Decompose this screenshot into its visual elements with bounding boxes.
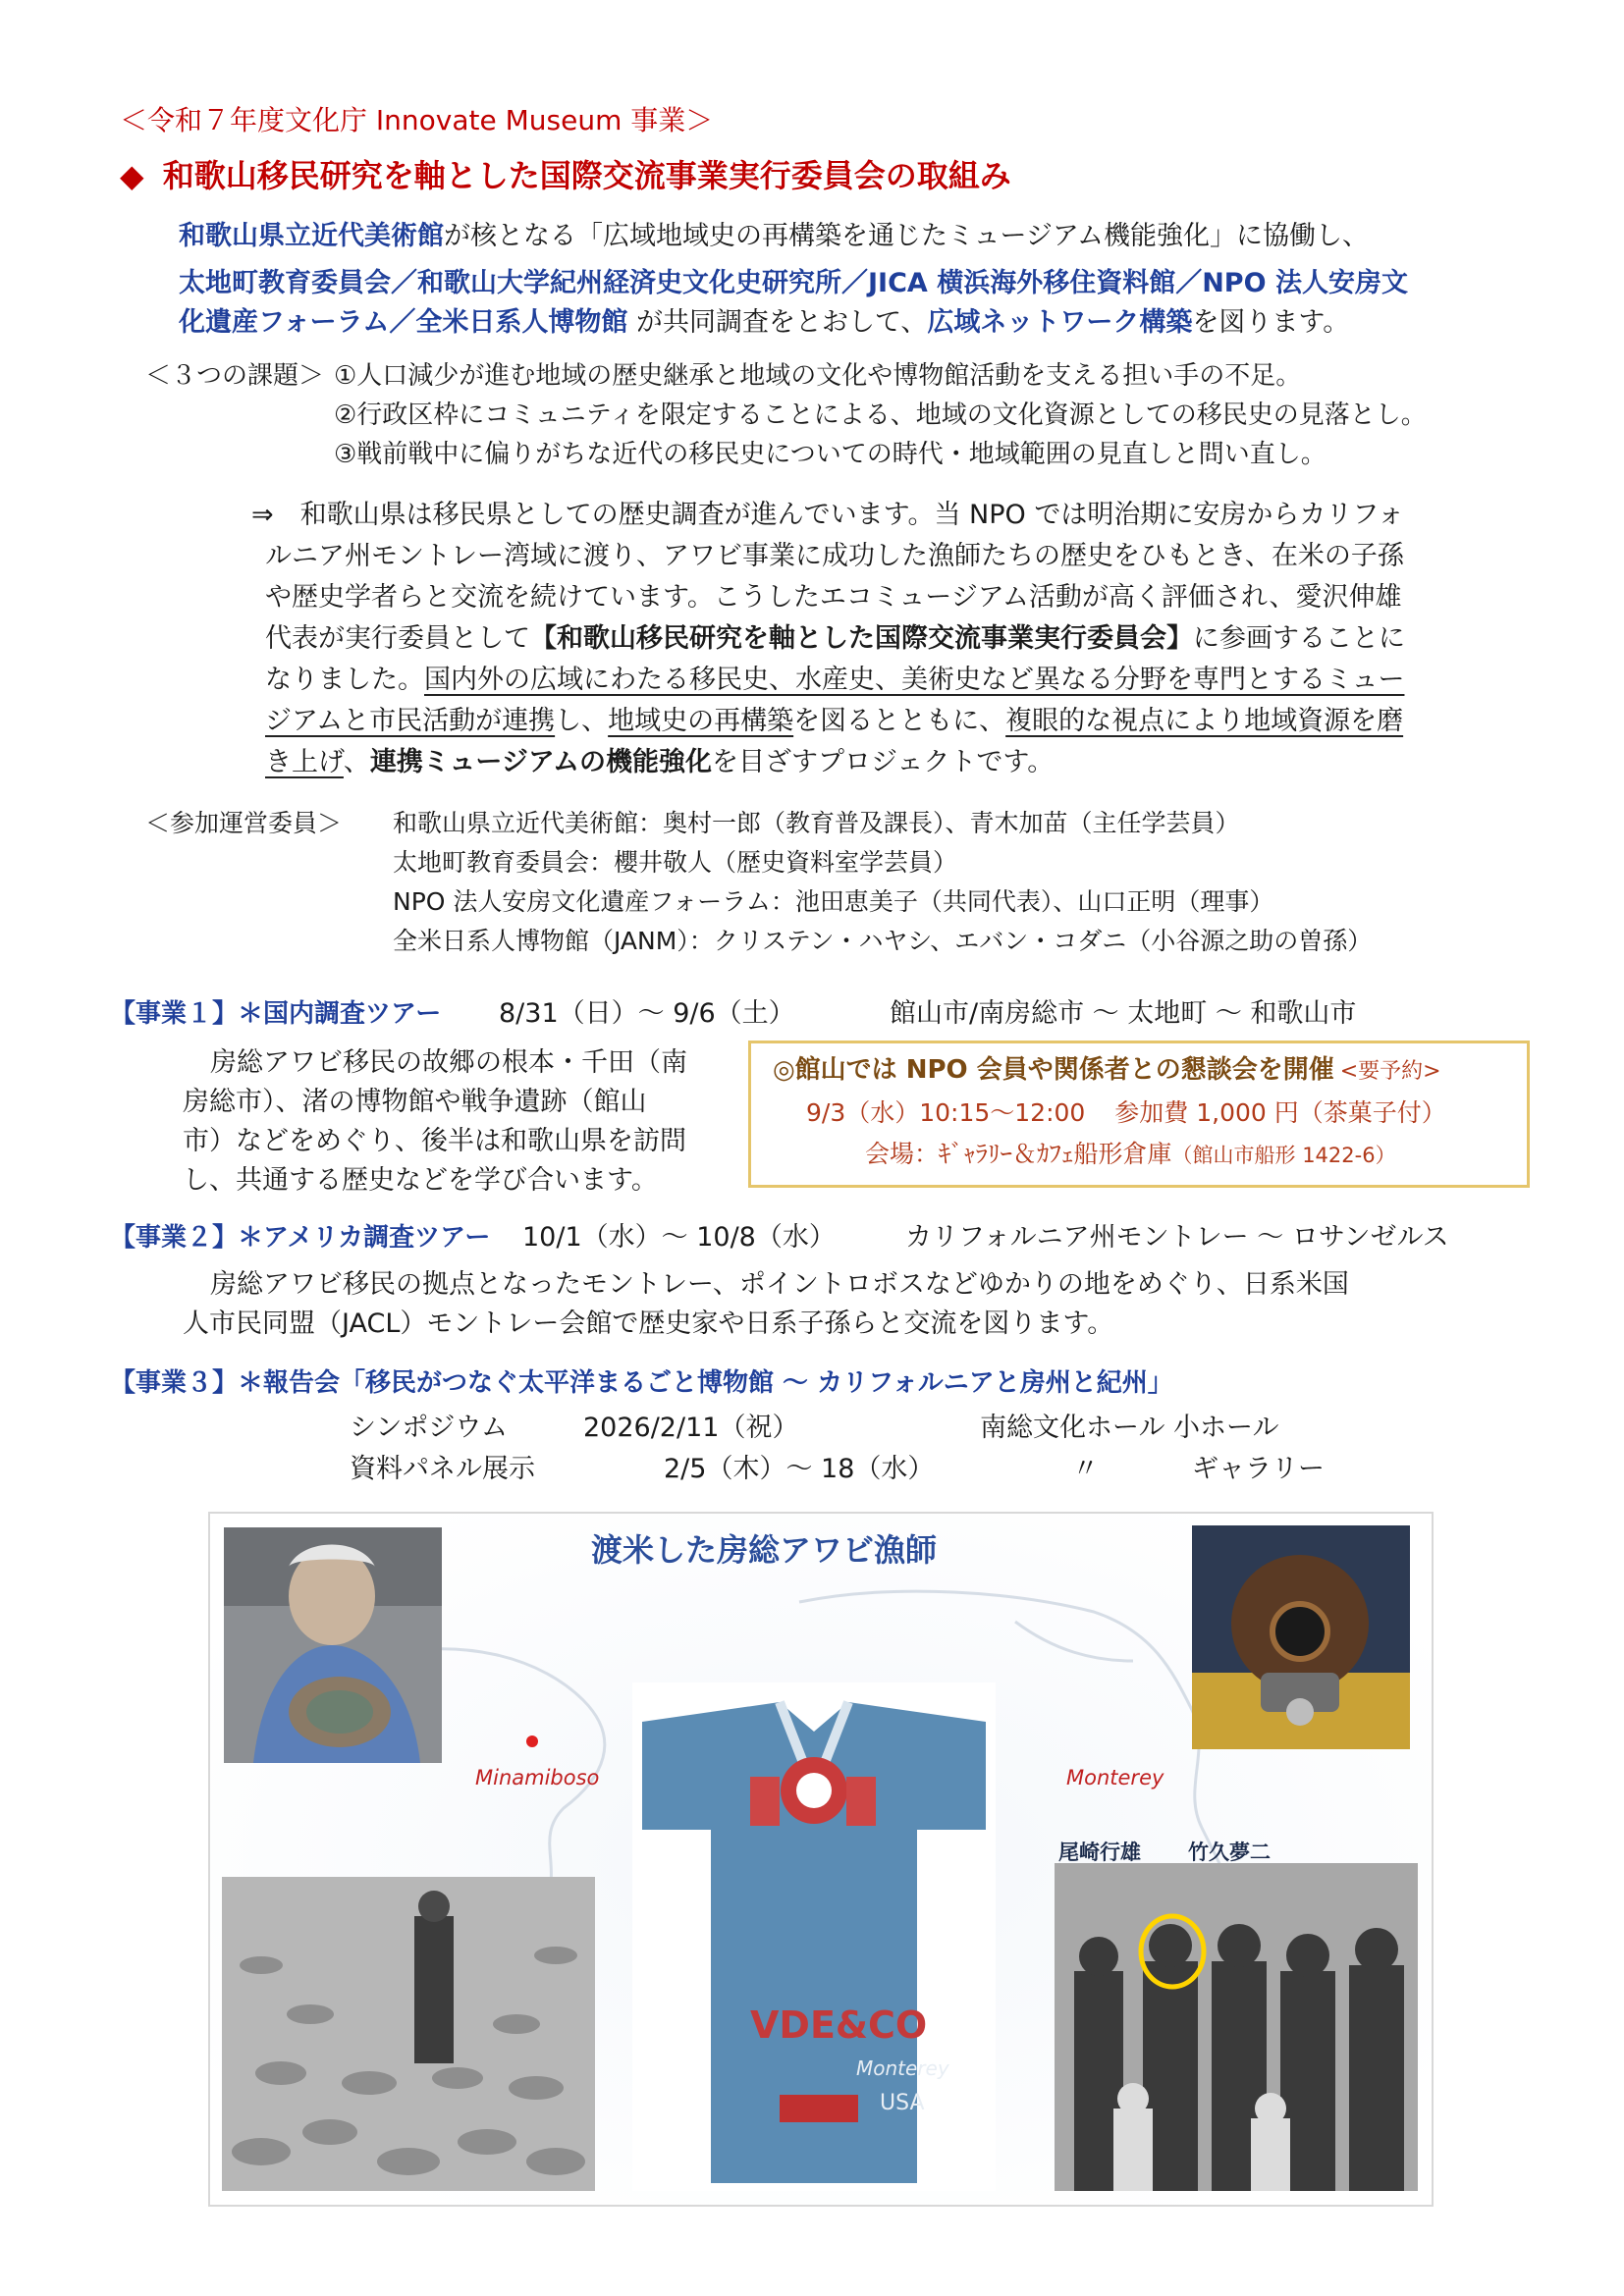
meeting-title-row (773, 1051, 1441, 1091)
body-line-7 (265, 744, 1054, 781)
project1-desc-2: 房総市）、渚の博物館や戦争遺跡（館山 (183, 1087, 647, 1117)
kimono-text-2: Monterey (856, 2056, 949, 2080)
kimono-text-3: USA (880, 2091, 925, 2115)
issue-2: ②行政区枠にコミュニティを限定することによる、地域の文化資源としての移民史の見落とし。 (334, 400, 1427, 430)
kimono-text: VDE&CO (750, 2003, 928, 2047)
issues-label: ＜３つの課題＞ (145, 361, 325, 391)
photo-abalone-shells (222, 1877, 595, 2191)
body-line-6 (265, 703, 1403, 740)
project2-route: カリフォルニア州モントレー ～ ロサンゼルス (905, 1222, 1449, 1253)
project3-tag: 【事業３】＊報告会「移民がつなぐ太平洋まるごと博物館 ～ カリフォルニアと房州と紀州」 (110, 1368, 1173, 1398)
project1-tag: 【事業１】＊国内調査ツアー (110, 999, 442, 1029)
meeting-venue: 会場：ｷﾞｬﾗﾘｰ＆ｶﾌｪ船形倉庫 (865, 1140, 1172, 1168)
body-text: 、 (343, 747, 370, 777)
committee-name: 【和歌山移民研究を軸とした国際交流事業実行委員会】 (530, 623, 1193, 654)
body-underlined: 国内外の広域にわたる移民史、水産史、美術史など異なる分野を専門とするミュー (424, 665, 1405, 695)
body-line-1: ⇒ 和歌山県は移民県としての歴史調査が進んでいます。当 NPO では明治期に安房からカリフォ (251, 500, 1405, 530)
members-label: ＜参加運営委員＞ (145, 809, 343, 837)
member-row-1: 和歌山県立近代美術館：奥村一郎（教育普及課長）、青木加苗（主任学芸員） (393, 809, 1240, 837)
body-bold: 連携ミュージアムの機能強化 (369, 747, 712, 777)
body-line-3: や歴史学者らと交流を続けています。こうしたエコミュージアム活動が高く評価され、愛沢伸雄 (265, 582, 1402, 613)
body-text: 代表が実行委員として (265, 623, 530, 654)
member-row-4: 全米日系人博物館（JANM）：クリステン・ハヤシ、エバン・コダニ（小谷源之助の曽孫） (393, 927, 1373, 955)
intro-network: 広域ネットワーク構築 (927, 307, 1193, 338)
minamiboso-marker (526, 1735, 538, 1747)
project1-route: 館山市/南房総市 ～ 太地町 ～ 和歌山市 (890, 998, 1357, 1029)
body-text: を目ざすプロジェクトです。 (711, 747, 1055, 777)
body-text: を図るとともに、 (793, 706, 1006, 736)
member-row-3: NPO 法人安房文化遺産フォーラム：池田恵美子（共同代表）、山口正明（理事） (393, 887, 1274, 916)
project1-desc-4: し、共通する歴史などを学び合います。 (183, 1165, 658, 1196)
project2-desc-1: 房総アワビ移民の拠点となったモントレー、ポイントロボスなどゆかりの地をめぐり、日系米国 (210, 1269, 1349, 1300)
intro-line-1 (179, 218, 1369, 255)
project2-dates: 10/1（水）～ 10/8（水） (522, 1222, 836, 1253)
symposium-name: シンポジウム (350, 1413, 509, 1443)
diamond-icon: ◆ (120, 157, 144, 194)
photo-kimono (632, 1682, 996, 2191)
intro-rest: が核となる「広域地域史の再構築を通じたミュージアム機能強化」に協働し、 (444, 221, 1370, 251)
body-line-5 (265, 662, 1404, 699)
issue-1: ①人口減少が進む地域の歴史継承と地域の文化や博物館活動を支える担い手の不足。 (334, 361, 1302, 391)
intro-end: を図ります。 (1192, 307, 1350, 338)
photo-elderly-woman (224, 1527, 442, 1763)
body-underlined: 複眼的な視点により地域資源を磨 (1005, 706, 1404, 736)
symposium-date: 2026/2/11（祝） (583, 1413, 799, 1443)
body-text: に参画することに (1193, 623, 1405, 654)
project2-tag: 【事業２】＊アメリカ調査ツアー (110, 1223, 491, 1253)
figure-title: 渡米した房総アワビ漁師 (591, 1531, 938, 1569)
body-line-4 (265, 620, 1405, 658)
project1-desc-1: 房総アワビ移民の故郷の根本・千田（南 (210, 1047, 687, 1078)
photo-group (1055, 1841, 1418, 2191)
body-underlined: き上げ (265, 747, 344, 777)
meeting-title: ◎館山では NPO 会員や関係者との懇談会を開催 (773, 1055, 1334, 1085)
page-title: 和歌山移民研究を軸とした国際交流事業実行委員会の取組み (162, 157, 1011, 194)
body-underlined: ジアムと市民活動が連携 (265, 706, 556, 736)
issue-3: ③戦前戦中に偏りがちな近代の移民史についての時代・地域範囲の見直しと問い直し。 (334, 440, 1326, 469)
person-takehisa: 竹久夢二 (1188, 1841, 1271, 1864)
panel-ditto: 〃 (1072, 1454, 1099, 1484)
person-ozaki: 尾崎行雄 (1058, 1841, 1141, 1864)
meeting-address: （館山市船形 1422-6） (1171, 1144, 1396, 1167)
symposium-venue: 南総文化ホール 小ホール (980, 1413, 1279, 1443)
project1-desc-3: 市）などをめぐり、後半は和歌山県を訪問 (183, 1126, 686, 1156)
meeting-fee-note: （茶菓子付） (1298, 1098, 1446, 1127)
figure-panel (208, 1512, 1434, 2207)
page-title-row (120, 157, 1011, 194)
program-subtitle: ＜令和７年度文化庁 Innovate Museum 事業＞ (120, 104, 714, 136)
meeting-date-row (806, 1095, 1446, 1132)
project1-dates: 8/31（日）～ 9/6（土） (499, 998, 795, 1029)
panel-date: 2/5（木）～ 18（水） (664, 1454, 935, 1484)
reserve-note: <要予約> (1339, 1059, 1441, 1084)
project2-desc-2: 人市民同盟（JACL）モントレー会館で歴史家や日系子孫らと交流を図ります。 (183, 1308, 1114, 1339)
intro-mid: が共同調査をとおして、 (627, 307, 928, 338)
panel-venue: ギャラリー (1192, 1454, 1325, 1484)
body-text: なりました。 (265, 665, 424, 695)
label-monterey: Monterey (1066, 1766, 1164, 1789)
panel-name: 資料パネル展示 (350, 1454, 535, 1484)
intro-line-3 (179, 304, 1349, 342)
label-minamiboso: Minamiboso (475, 1766, 600, 1789)
body-line-2: ルニア州モントレー湾域に渡り、アワビ事業に成功した漁師たちの歴史をひもとき、在米の子孫 (265, 541, 1404, 571)
intro-orgs: 化遺産フォーラム／全米日系人博物館 (179, 307, 628, 338)
member-row-2: 太地町教育委員会：櫻井敬人（歴史資料室学芸員） (393, 848, 958, 877)
photo-diving-helmet (1192, 1525, 1410, 1749)
intro-line-2: 太地町教育委員会／和歌山大学紀州経済史文化史研究所／JICA 横浜海外移住資料館／NPO 法人安房文 (179, 268, 1408, 298)
meeting-date: 9/3（水）10:15～12:00 (806, 1098, 1086, 1127)
meeting-fee: 参加費 1,000 円 (1114, 1098, 1299, 1127)
meeting-venue-row (865, 1136, 1396, 1174)
intro-org: 和歌山県立近代美術館 (179, 221, 444, 251)
meeting-box (748, 1041, 1530, 1188)
body-text: し、 (555, 706, 609, 736)
body-underlined: 地域史の再構築 (608, 706, 794, 736)
